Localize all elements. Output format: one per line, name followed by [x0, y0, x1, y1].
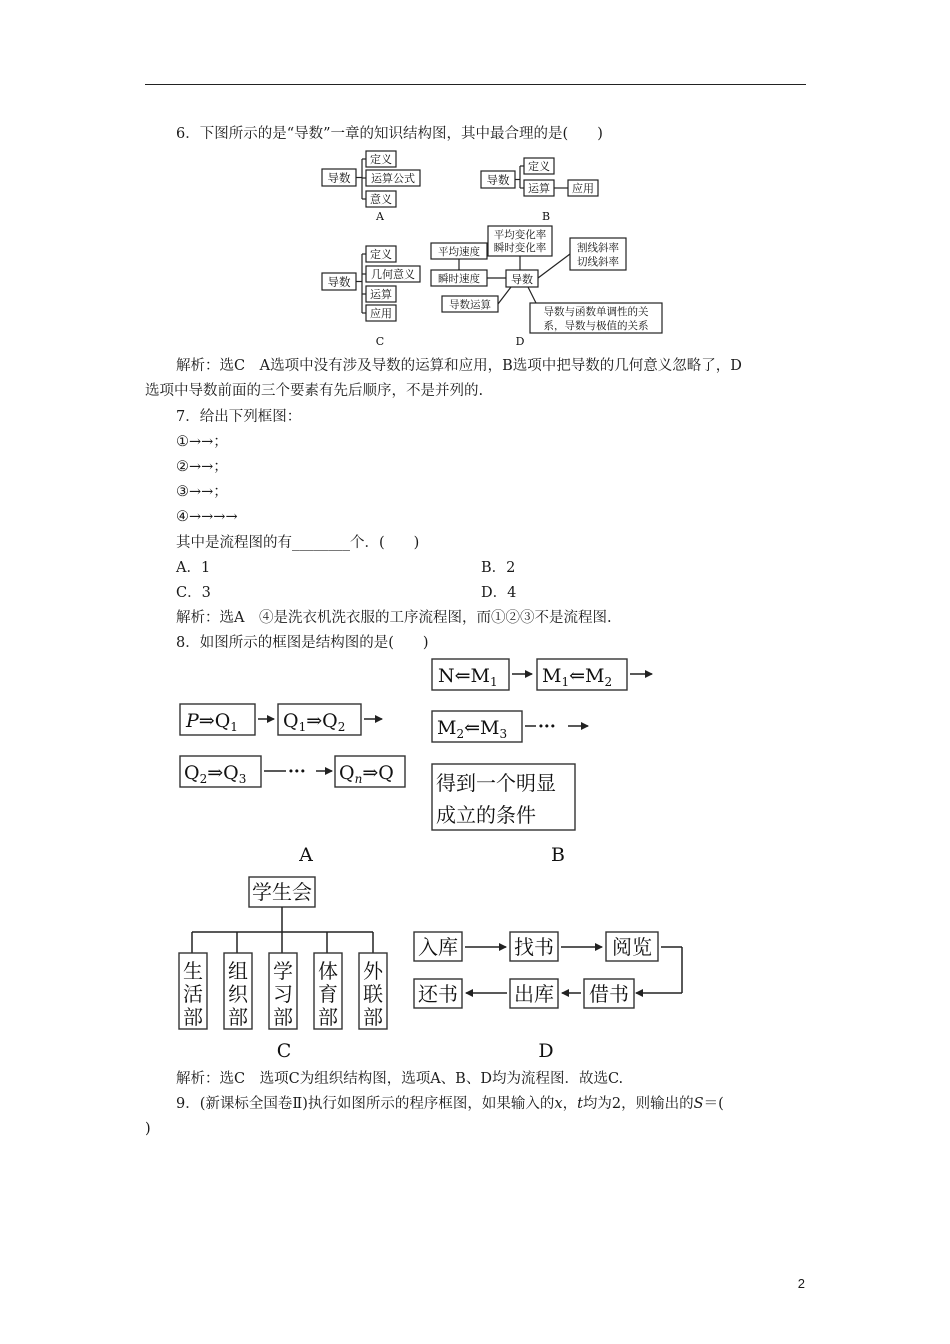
q7-option-c: C．3 — [176, 585, 211, 601]
q6-c-item: 定义 — [370, 248, 392, 261]
q7-analysis: 解析：选A ④是洗衣机洗衣服的工序流程图，而①②③不是流程图. — [176, 610, 612, 626]
svg-text:Q1⇒Q2: $Q_1\Rightarrow Q_2$ — [283, 710, 346, 734]
q9-question-text: 9．(新课标全国卷Ⅱ)执行如图所示的程序框图，如果输入的 — [176, 1096, 555, 1112]
header-rule — [145, 84, 806, 85]
q6-analysis-line2: 选项中导数前面的三个要素有先后顺序，不是并列的. — [145, 383, 484, 399]
q6-b-item: 定义 — [528, 160, 550, 173]
q7-item-3: ③→→； — [176, 484, 228, 500]
svg-text:D: D — [538, 1040, 554, 1062]
svg-text:外: 外 — [363, 959, 383, 983]
svg-text:M1⇐M2: $M_1⇐M_2$ — [542, 665, 613, 689]
q6-b-root: 导数 — [486, 173, 510, 187]
svg-text:育: 育 — [318, 982, 338, 1006]
q6-a-item: 意义 — [370, 193, 392, 206]
q6-d-relation-1: 导数与函数单调性的关 — [543, 306, 649, 318]
svg-text:B: B — [551, 844, 565, 866]
svg-text:C: C — [276, 1040, 292, 1062]
svg-text:组: 组 — [228, 959, 248, 983]
q6-analysis-line1: 解析：选C A选项中没有涉及导数的运算和应用，B选项中把导数的几何意义忽略了，D — [176, 358, 742, 374]
svg-text:借书: 借书 — [589, 982, 629, 1006]
q8-figure-c — [179, 877, 387, 1062]
q6-diagram-c — [322, 246, 420, 348]
q7-stem: 其中是流程图的有________个．( ) — [176, 535, 420, 551]
svg-text:Q2⇒Q3: $Q_2\Rightarrow Q_3$ — [184, 762, 247, 786]
q9-var-t: t — [577, 1096, 583, 1112]
page-number: 2 — [797, 1276, 805, 1291]
q6-c-item: 几何意义 — [371, 268, 415, 281]
q9-eq: ＝( — [703, 1096, 724, 1112]
q6-a-item: 定义 — [370, 153, 392, 166]
q7-question: 7．给出下列框图： — [176, 409, 302, 425]
svg-text:···: ··· — [288, 762, 306, 782]
q8-question: 8．如图所示的框图是结构图的是( ) — [176, 635, 429, 651]
q8-figure-d — [414, 932, 682, 1062]
svg-text:部: 部 — [363, 1005, 383, 1029]
q6-a-item: 运算公式 — [371, 172, 415, 185]
q6-question: 6．下图所示的是“导数”一章的知识结构图，其中最合理的是( ) — [176, 126, 603, 142]
q6-diagram-a — [322, 151, 420, 223]
q8-figure-b — [432, 659, 652, 866]
svg-text:N⇐M1: $N⇐M_1$ — [438, 665, 498, 689]
svg-text:部: 部 — [318, 1005, 338, 1029]
q6-d-operation: 导数运算 — [449, 299, 491, 311]
svg-text:成立的条件: 成立的条件 — [436, 803, 536, 827]
svg-text:得到一个明显: 得到一个明显 — [436, 771, 556, 795]
q9-var-x: x — [554, 1096, 563, 1112]
q6-c-letter: C — [375, 335, 385, 348]
q6-d-letter: D — [515, 335, 525, 348]
q6-a-root: 导数 — [327, 171, 351, 185]
svg-text:习: 习 — [273, 982, 293, 1006]
q6-b-item: 应用 — [572, 182, 594, 195]
q6-d-secant: 割线斜率 — [577, 242, 619, 254]
svg-text:联: 联 — [363, 982, 383, 1006]
q6-d-inst-speed: 瞬时速度 — [438, 273, 480, 285]
q6-d-avg-speed: 平均速度 — [438, 246, 480, 258]
q6-d-relation-2: 系，导数与极值的关系 — [543, 320, 649, 332]
svg-text:出库: 出库 — [514, 982, 554, 1006]
q7-item-4: ④→→→→ — [176, 509, 238, 525]
q6-b-letter: B — [541, 210, 551, 223]
q7-item-2: ②→→； — [176, 459, 228, 475]
q8-analysis: 解析：选C 选项C为组织结构图，选项A、B、D均为流程图．故选C. — [176, 1071, 624, 1087]
svg-text:P⇒Q1: $P\Rightarrow Q_1$ — [186, 710, 238, 734]
q6-a-letter: A — [376, 210, 384, 223]
svg-text:活: 活 — [183, 982, 203, 1006]
svg-text:学: 学 — [273, 959, 293, 983]
svg-text:阅览: 阅览 — [612, 935, 652, 959]
svg-text:部: 部 — [228, 1005, 248, 1029]
q6-d-center: 导数 — [511, 273, 533, 286]
q6-diagram-d — [431, 226, 662, 348]
q9-question-line1 — [176, 1094, 724, 1114]
svg-text:部: 部 — [273, 1005, 293, 1029]
q6-d-inst-rate: 瞬时变化率 — [493, 242, 547, 254]
svg-text:体: 体 — [318, 959, 338, 983]
svg-text:还书: 还书 — [418, 982, 458, 1006]
svg-text:入库: 入库 — [418, 935, 458, 959]
svg-text:···: ··· — [538, 717, 556, 737]
svg-text:生: 生 — [183, 959, 203, 983]
q6-c-item: 运算 — [370, 288, 392, 301]
q6-diagrams — [300, 148, 680, 353]
q6-diagram-b — [481, 158, 598, 223]
q7-option-b: B．2 — [481, 560, 516, 576]
q8-diagrams — [170, 652, 700, 1064]
svg-text:部: 部 — [183, 1005, 203, 1029]
q6-c-item: 应用 — [370, 307, 392, 320]
svg-text:学生会: 学生会 — [252, 880, 312, 904]
svg-text:A: A — [299, 844, 313, 866]
q6-c-root: 导数 — [327, 275, 351, 289]
q7-option-a: A．1 — [176, 560, 211, 576]
q7-item-1: ①→→； — [176, 434, 228, 450]
q6-b-item: 运算 — [528, 182, 550, 195]
q9-sep: ， — [562, 1096, 578, 1112]
q6-d-avg-rate: 平均变化率 — [493, 229, 547, 241]
svg-text:织: 织 — [228, 982, 248, 1006]
q9-var-s: S — [693, 1096, 704, 1112]
q9-mid: 均为2，则输出的 — [582, 1096, 694, 1112]
svg-text:Qn⇒Q: $Q_n\Rightarrow Q$ — [339, 762, 394, 786]
q8-figure-a — [180, 704, 405, 866]
svg-text:M2⇐M3: $M_2⇐M_3$ — [437, 717, 508, 741]
q7-option-d: D．4 — [481, 585, 517, 601]
q6-d-tangent: 切线斜率 — [577, 256, 619, 268]
q9-question-line2: ) — [145, 1121, 151, 1137]
svg-text:找书: 找书 — [514, 935, 554, 959]
